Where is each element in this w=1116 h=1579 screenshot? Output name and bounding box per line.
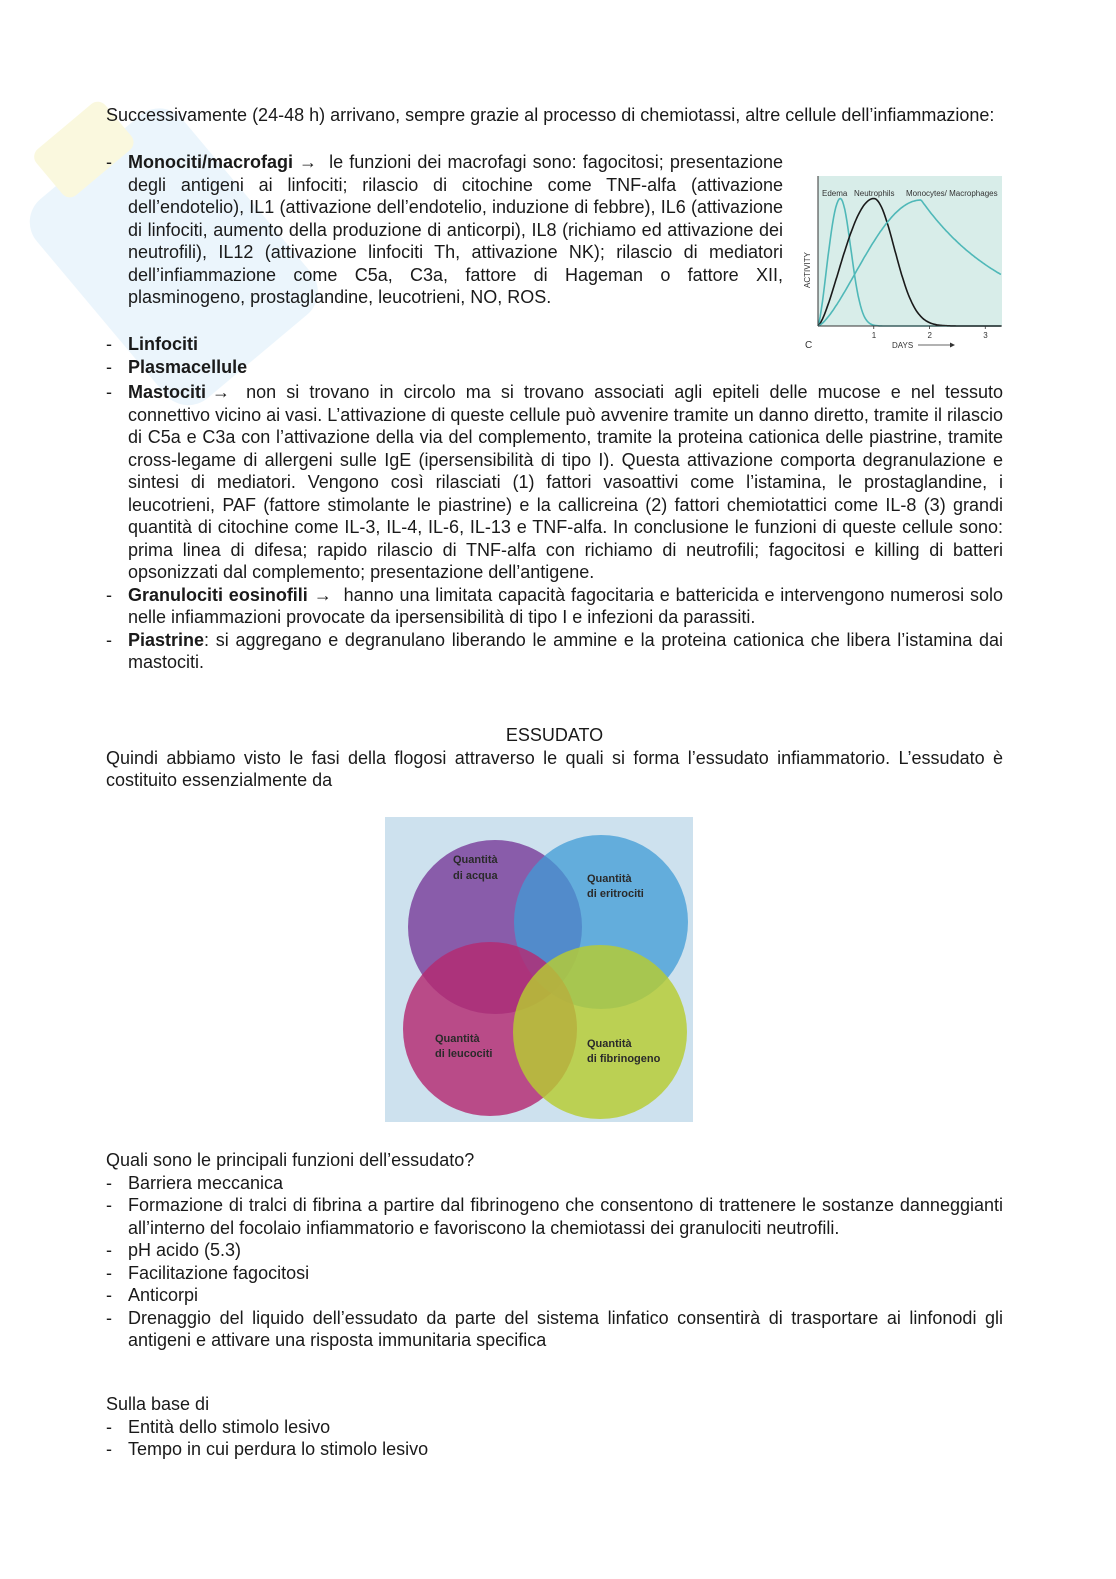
list-item: - Entità dello stimolo lesivo — [106, 1416, 1003, 1439]
essudato-venn-diagram — [385, 817, 693, 1122]
mastociti-text: non si trovano in circolo ma si trovano associati agli epiteli delle mucose e nel tessuto connettivo vicino ai vasi. L’attivazione di queste cellule può avvenire tramite un danno diretto, tramite il rilascio di C5a e C3a con l’attivazione della via del complemento, tramite la proteina cationica delle piastrine, tramite cross-legame di allergeni sulle IgE (ipersensibilità di tipo I). Questa attivazione comporta degranulazione e sintesi di mediatori. Vengono così rilasciati (1) fattori vasoattivi come l’istamina, le prostaglandine, i leucotrieni, PAF (fattore stimolante le piastrine) e la callicreina (2) fattori chemiotattici come IL-8 (3) grandi quantità di citochine come IL-3, IL-4, IL-6, IL-13 e TNF-alfa. In conclusione le funzioni di queste cellule sono: prima linea di difesa; rapido rilascio di TNF-alfa con richiamo di neutrofili; fagocitosi e killing di batteri opsonizzati dal complemento; presentazione dell’antigene. — [128, 382, 1003, 582]
list-item: - Barriera meccanica — [106, 1172, 1003, 1195]
legend-edema: Edema — [822, 189, 848, 198]
legend-neutrophils: Neutrophils — [854, 189, 895, 198]
venn-label-leucociti-1: Quantità — [435, 1033, 480, 1045]
list-item: - Facilitazione fagocitosi — [106, 1262, 1003, 1285]
linfociti-label: Linfociti — [128, 334, 198, 354]
mastociti-item — [106, 381, 1003, 674]
list-item: - Formazione di tralci di fibrina a partire dal fibrinogeno che consentono di trattenere le sostanze danneggianti all’interno del focolaio infiammatorio e favoriscono la chemiotassi dei granulociti neutrofili. — [106, 1194, 1003, 1239]
base-title: Sulla base di — [106, 1394, 210, 1414]
venn-label-leucociti-2: di leucociti — [435, 1048, 493, 1060]
essudato-heading: ESSUDATO — [505, 725, 604, 745]
venn-label-fibrinogeno-2: di fibrinogeno — [587, 1053, 661, 1065]
piastrine-item — [106, 629, 1003, 674]
base-section — [106, 1393, 1003, 1461]
funzioni-question: Quali sono le principali funzioni dell’essudato? — [106, 1150, 475, 1170]
list-item: - pH acido (5.3) — [106, 1239, 1003, 1262]
x-axis-arrow-head — [950, 343, 955, 348]
eosinofili-title: Granulociti eosinofili — [128, 584, 308, 605]
monociti-text: le funzioni dei macrofagi sono: fagocitosi; presentazione degli antigeni ai linfociti; rilascio di citochine come TNF-alfa (attivazione dell’endotelio), IL1 (attivazione dell’endotelio, induzione di febbre), IL6 (attivazione di linfociti, aumento della produzione di anticorpi), IL8 (richiamo ed attivazione dei neutrofili), IL12 (attivazione linfociti Th, attivazione NK); rilascio di mediatori dell’infiammazione come C5a, C3a, fattore di Hageman o fattore XII, plasminogeno, prostaglandine, leucotrieni, NO, ROS. — [128, 152, 783, 307]
linfociti-item — [106, 333, 783, 378]
funzioni-section — [106, 1149, 1003, 1352]
x-tick-label: 2 — [927, 331, 932, 340]
venn-circle-fibrinogeno — [513, 945, 687, 1119]
intro-paragraph — [106, 104, 1003, 127]
x-tick-label: 1 — [871, 331, 877, 340]
eosinofili-text: hanno una limitata capacità fagocitaria e battericida e intervengono numerosi solo nelle infiammazioni provocate da ipersensibilità di tipo I e infezioni da parassiti. — [128, 584, 1003, 627]
arrow-icon: → — [212, 382, 231, 402]
arrow-icon: → — [313, 584, 332, 605]
essudato-text: Quindi abbiamo visto le fasi della flogosi attraverso le quali si forma l’essudato infiammatorio. L’essudato è costituito essenzialmente da — [106, 747, 1003, 790]
x-tick-label: 3 — [983, 331, 988, 340]
x-axis-label: DAYS — [892, 341, 914, 350]
venn-label-eritrociti-1: Quantità — [587, 873, 632, 885]
venn-label-fibrinogeno-1: Quantità — [587, 1038, 632, 1050]
intro-text: Successivamente (24-48 h) arrivano, sempre grazie al processo di chemiotassi, altre cellule dell’infiammazione: — [106, 105, 995, 125]
arrow-icon: → — [299, 152, 318, 172]
monociti-item — [106, 151, 783, 309]
mastociti-title: Mastociti — [128, 382, 207, 402]
venn-label-acqua-2: di acqua — [453, 870, 498, 882]
list-item: - Drenaggio del liquido dell’essudato da parte del sistema linfatico consentirà di trasportare ai linfonodi gli antigeni e attivare una risposta immunitaria specifica — [106, 1307, 1003, 1352]
panel-letter: C — [805, 340, 813, 351]
piastrine-title: Piastrine — [128, 629, 205, 650]
activity-chart — [800, 168, 1010, 358]
list-item: - Anticorpi — [106, 1284, 1003, 1307]
venn-label-eritrociti-2: di eritrociti — [587, 888, 644, 900]
piastrine-text: : si aggregano e degranulano liberando le ammine e la proteina cationica che libera l’istamina dai mastociti. — [128, 629, 1003, 672]
plasmacellule-label: Plasmacellule — [128, 356, 248, 377]
eosinofili-item — [106, 584, 1003, 629]
essudato-section — [106, 724, 1003, 792]
venn-label-acqua-1: Quantità — [453, 854, 498, 866]
list-item: - Tempo in cui perdura lo stimolo lesivo — [106, 1438, 1003, 1461]
legend-monocytes: Monocytes/ Macrophages — [906, 189, 998, 198]
monociti-title: Monociti/macrofagi — [128, 152, 294, 172]
y-axis-label: ACTIVITY — [803, 251, 812, 288]
